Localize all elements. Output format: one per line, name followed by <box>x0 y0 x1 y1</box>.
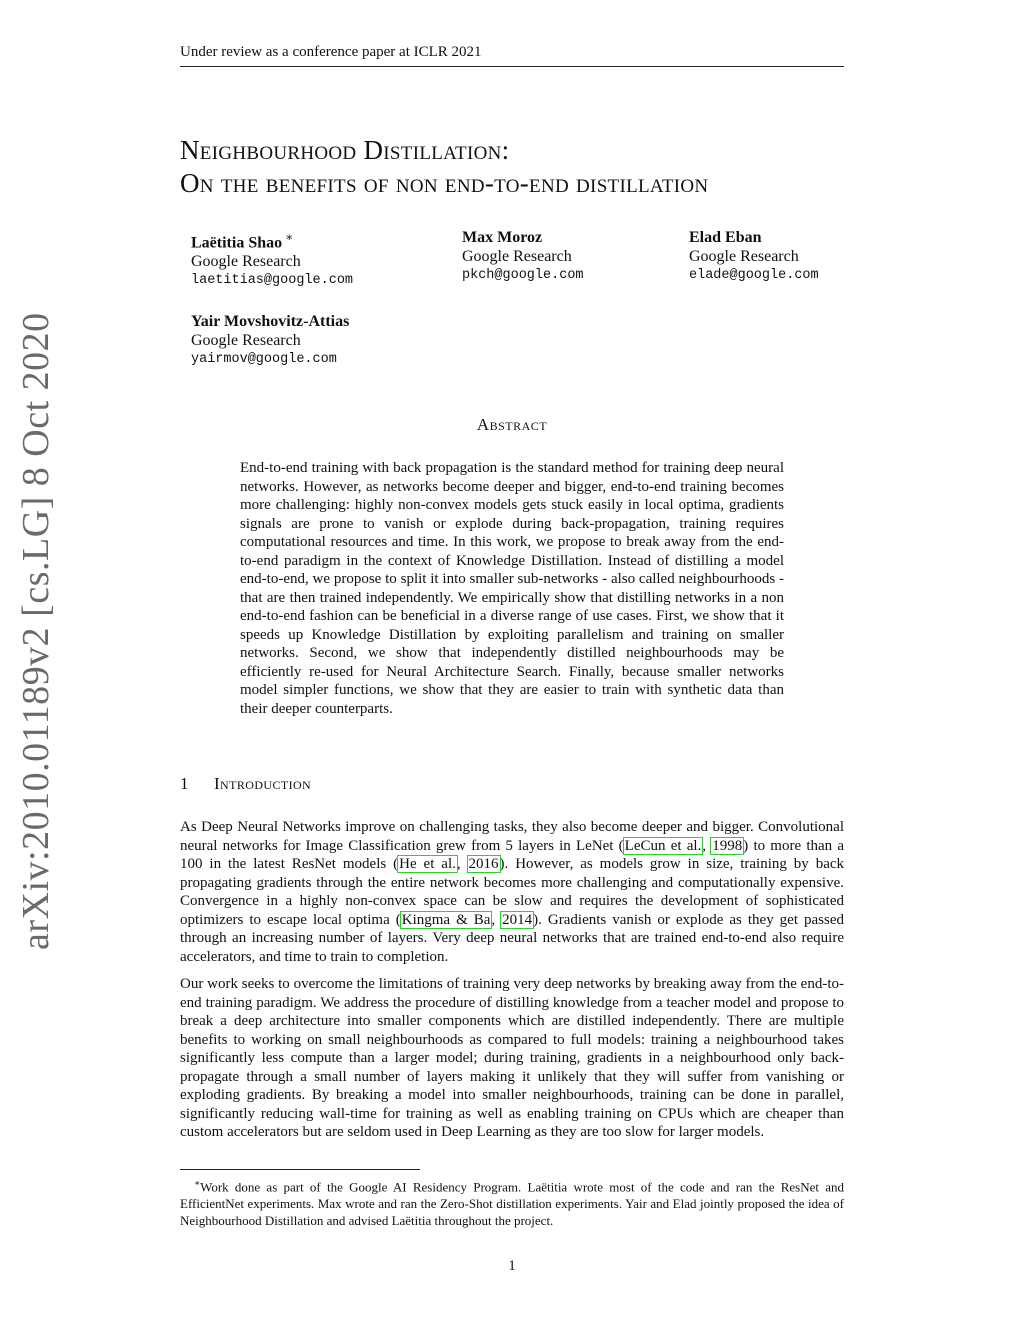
footnote-marker: ∗ <box>194 1178 201 1188</box>
citation-link[interactable]: 2016 <box>468 856 499 872</box>
paper-title <box>180 134 860 200</box>
paragraph-text: ) to more than a 100 in the latest ResNet models ( <box>180 837 844 872</box>
footnote <box>180 1175 844 1229</box>
author-email: laetitias@google.com <box>191 273 354 289</box>
author-affiliation: Google Research <box>191 332 301 349</box>
introduction-body <box>180 818 844 1151</box>
abstract-heading: Abstract <box>476 415 548 434</box>
paragraph: As Deep Neural Networks improve on challenging tasks, they also become deeper and bigger. Convolutional neural networks for Image Classification grew from 5 layers in LeNet (LeCun et al., 1998) to more than a 100 in the latest ResNet models (He et al., 2016). However, as models grow in size, training by back propagating gradients through the entire network becomes more challenging and computationally expensive. Convergence in a highly non-convex space can be slow and requires the development of sophisticated optimizers to escape local optima (Kingma & Ba, 2014). Gradients vanish or explode as they get passed through an increasing number of layers. Very deep neural networks that are trained end-to-end also require accelerators, and time to train to completion. <box>180 819 845 965</box>
running-header: Under review as a conference paper at ICLR 2021 <box>180 44 844 67</box>
author-name: Max Moroz <box>462 229 543 246</box>
author-email: pkch@google.com <box>462 268 584 283</box>
section-number: 1 <box>180 774 189 793</box>
author-block <box>191 312 349 369</box>
citation-link[interactable]: 2014 <box>502 911 533 928</box>
citation-link[interactable]: 1998 <box>712 837 743 854</box>
section-heading <box>180 774 311 794</box>
footnote-marker: ∗ <box>285 230 294 244</box>
title-line-2: On the benefits of non end-to-end distillation <box>180 168 709 198</box>
author-name: Yair Movshovitz-Attias <box>191 313 350 330</box>
title-line-1: Neighbourhood Distillation: <box>180 135 510 165</box>
paragraph-text: ). However, as models grow in size, training by back propagating gradients through the entire network becomes more challenging and computationally expensive. Convergence in a highly non-convex space can be slow and requires the development of sophisticated optimizers to escape local optima ( <box>180 856 845 928</box>
paragraph: Our work seeks to overcome the limitations of training very deep networks by breaking away from the end-to-end training paradigm. We address the procedure of distilling knowledge from a teacher model and propose to break a deep architecture into smaller components which are distilled independently. There are multiple benefits to working on small neighbourhoods as compared to full models: training a neighbourhood takes significantly less compute than a larger model; during training, gradients in a neighbourhood only back-propagate through a small number of layers making it unlikely that they will suffer from vanishing or exploding gradients. By breaking a model into smaller neighbourhoods, training can be done in parallel, significantly reducing wall-time for training as well as enabling training on CPUs which are cheaper than custom accelerators but are seldom used in Deep Learning as they are too slow for larger models. <box>180 976 844 1140</box>
author-name: Elad Eban <box>689 229 762 246</box>
author-block <box>191 228 353 290</box>
author-email: elade@google.com <box>689 268 819 283</box>
section-title: Introduction <box>214 774 312 793</box>
author-affiliation: Google Research <box>689 248 799 265</box>
author-email: yairmov@google.com <box>191 352 337 367</box>
footnote-divider <box>180 1169 420 1170</box>
citation-link[interactable]: He et al. <box>399 856 456 872</box>
citation-link[interactable]: LeCun et al. <box>624 837 702 854</box>
paragraph-text: As Deep Neural Networks improve on challenging tasks, they also become deeper and bigger. Convolutional neural networks for Image Classification grew from 5 layers in LeNet ( <box>180 819 844 854</box>
citation-link[interactable]: Kingma & Ba <box>401 911 491 928</box>
abstract-text: End-to-end training with back propagation is the standard method for training deep neural networks. However, as networks become deeper and bigger, end-to-end training becomes more challenging: highly non-convex models gets stuck easily in local optima, gradients signals are prone to vanish or explode during back-propagation, training requires computational resources and time. In this work, we propose to break away from the end-to-end paradigm in the context of Knowledge Distillation. Instead of distilling a model end-to-end, we propose to split it into smaller sub-networks - also called neighbourhoods - that are then trained independently. We empirically show that distilling networks in a non end-to-end fashion can be beneficial in a diverse range of use cases. First, we show that it speeds up Knowledge Distillation by exploiting parallelism and training on smaller networks. Second, we show that independently distilled neighbourhoods may be efficiently re-used for Neural Architecture Search. Finally, because smaller networks model simpler functions, we show that they are easier to train with synthetic data than their deeper counterparts. <box>240 460 784 717</box>
author-block <box>689 228 819 285</box>
author-block <box>462 228 584 285</box>
page-number: 1 <box>508 1258 516 1274</box>
arxiv-identifier: arXiv:2010.01189v2 [cs.LG] 8 Oct 2020 <box>15 312 57 950</box>
footnote-text: Work done as part of the Google AI Residency Program. Laëtitia wrote most of the code and ran the ResNet and EfficientNet experiments. Max wrote and ran the Zero-Shot distillation experiments. Yair and Elad jointly proposed the idea of Neighbourhood Distillation and advised Laëtitia throughout the project. <box>180 1179 844 1229</box>
paragraph-text: ). Gradients vanish or explode as they get passed through an increasing number of layers. Very deep neural networks that are trained end-to-end also require accelerators, and time to train to completion. <box>180 911 845 965</box>
author-affiliation: Google Research <box>462 248 572 265</box>
author-affiliation: Google Research <box>191 253 301 271</box>
author-name: Laëtitia Shao <box>191 234 283 252</box>
